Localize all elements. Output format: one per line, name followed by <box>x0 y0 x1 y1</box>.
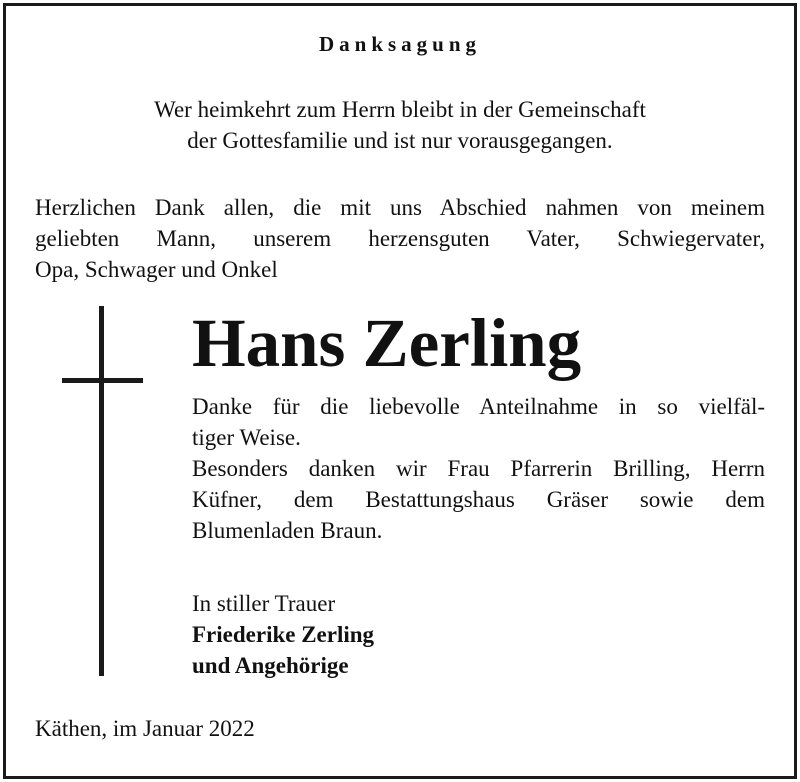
quote-line: Wer heimkehrt zum Herrn bleibt in der Gemeinschaft <box>154 97 646 122</box>
thanks-line: Besonders danken wir Frau Pfarrerin Brilling, Herrn <box>192 456 765 481</box>
cross-horizontal-bar <box>62 378 143 383</box>
place-date: Käthen, im Januar 2022 <box>35 716 255 741</box>
thanks-line: tiger Weise. <box>192 425 301 450</box>
intro-line: geliebten Mann, unserem herzensguten Vater, Schwiegervater, <box>35 226 765 251</box>
mourner-name: Friederike Zerling <box>192 622 375 647</box>
thanks-line: Blumenladen Braun. <box>192 518 383 543</box>
cross-vertical-bar <box>99 306 104 676</box>
thanks-line: Danke für die liebevolle Anteilnahme in so vielfäl- <box>192 394 765 419</box>
intro-line: Herzlichen Dank allen, die mit uns Abschied nahmen von meinem <box>35 195 765 220</box>
mourning-phrase: In stiller Trauer <box>192 591 336 616</box>
notice-heading: Danksagung <box>318 32 482 56</box>
memorial-quote <box>0 94 800 156</box>
quote-line: der Gottesfamilie und ist nur vorausgegangen. <box>187 128 613 153</box>
thanks-paragraph <box>192 391 765 546</box>
deceased-name: Hans Zerling <box>192 305 582 381</box>
intro-line: Opa, Schwager und Onkel <box>35 257 278 282</box>
mourner-relatives: und Angehörige <box>192 653 349 678</box>
mourners-block <box>192 588 374 681</box>
intro-paragraph <box>35 192 765 285</box>
thanks-line: Küfner, dem Bestattungshaus Gräser sowie dem <box>192 487 765 512</box>
